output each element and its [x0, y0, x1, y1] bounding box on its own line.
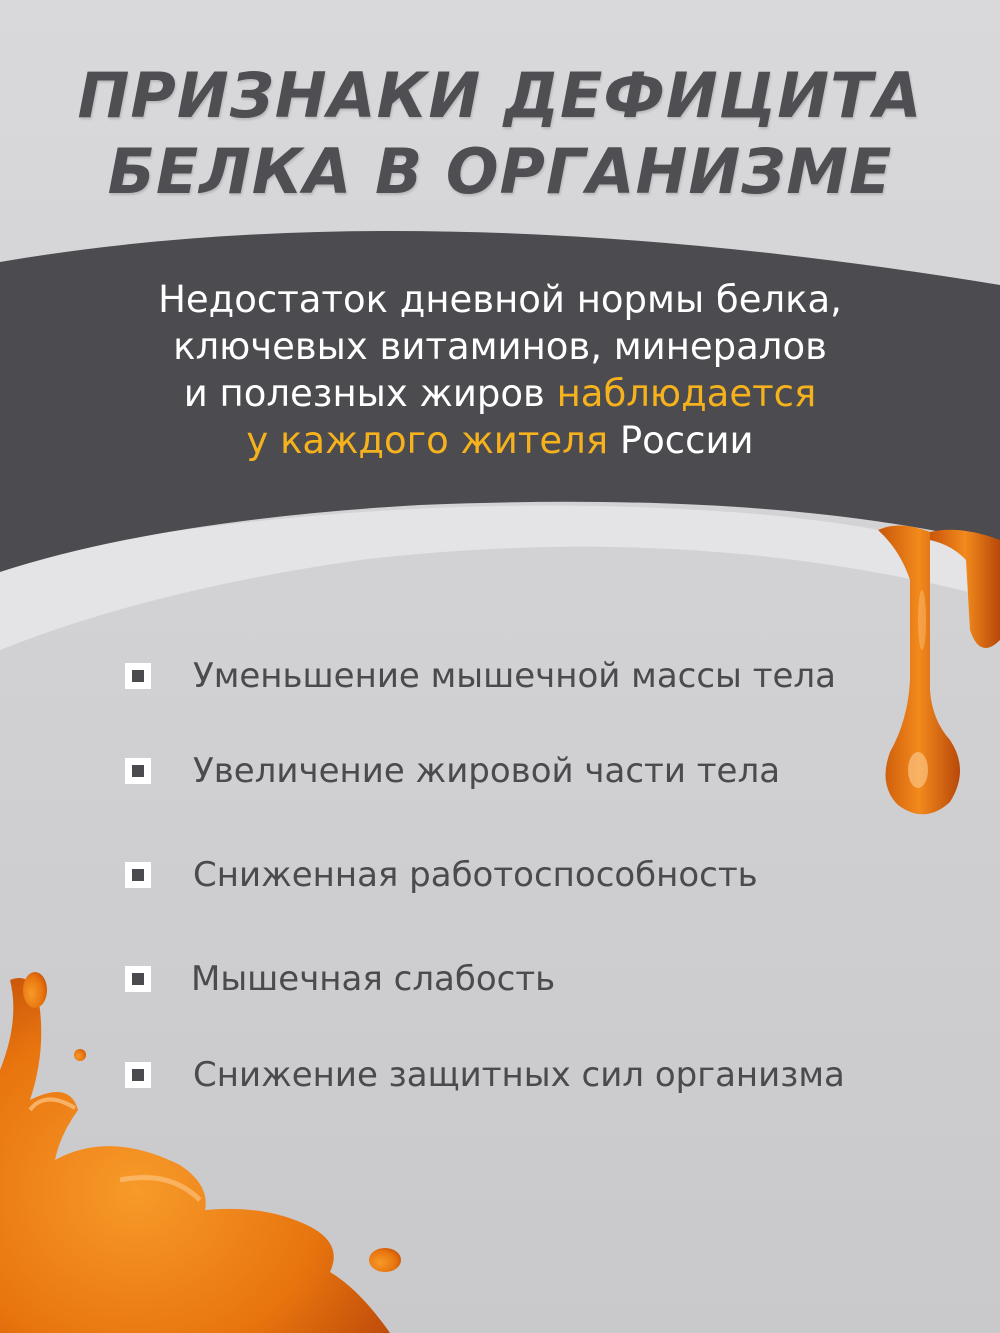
title-line-2: БЕЛКА В ОРГАНИЗМЕ	[107, 135, 893, 208]
square-bullet-icon	[125, 862, 151, 888]
intro-line-4: России	[608, 419, 754, 462]
intro-highlight-1: наблюдается	[556, 372, 817, 415]
square-bullet-icon	[125, 758, 151, 784]
symptom-item-3	[125, 855, 758, 895]
intro-highlight-2: у каждого жителя	[246, 419, 609, 462]
symptom-item-5	[125, 1055, 845, 1095]
square-bullet-icon	[125, 663, 151, 689]
symptom-item-4	[125, 959, 555, 999]
symptom-text: Снижение защитных сил организма	[193, 1055, 845, 1095]
symptom-text: Мышечная слабость	[191, 959, 556, 999]
square-bullet-icon	[125, 1062, 151, 1088]
intro-line-2: ключевых витаминов, минералов	[173, 325, 827, 368]
square-bullet-icon	[125, 966, 151, 992]
intro-line-1: Недостаток дневной нормы белка,	[158, 278, 842, 321]
symptom-item-2	[125, 751, 780, 791]
symptom-item-1	[125, 656, 836, 696]
symptom-text: Сниженная работоспособность	[193, 855, 758, 895]
title-line-1: ПРИЗНАКИ ДЕФИЦИТА	[77, 59, 923, 132]
intro-line-3: и полезных жиров	[183, 372, 557, 415]
symptom-text: Уменьшение мышечной массы тела	[193, 656, 836, 696]
symptom-text: Увеличение жировой части тела	[193, 751, 781, 791]
